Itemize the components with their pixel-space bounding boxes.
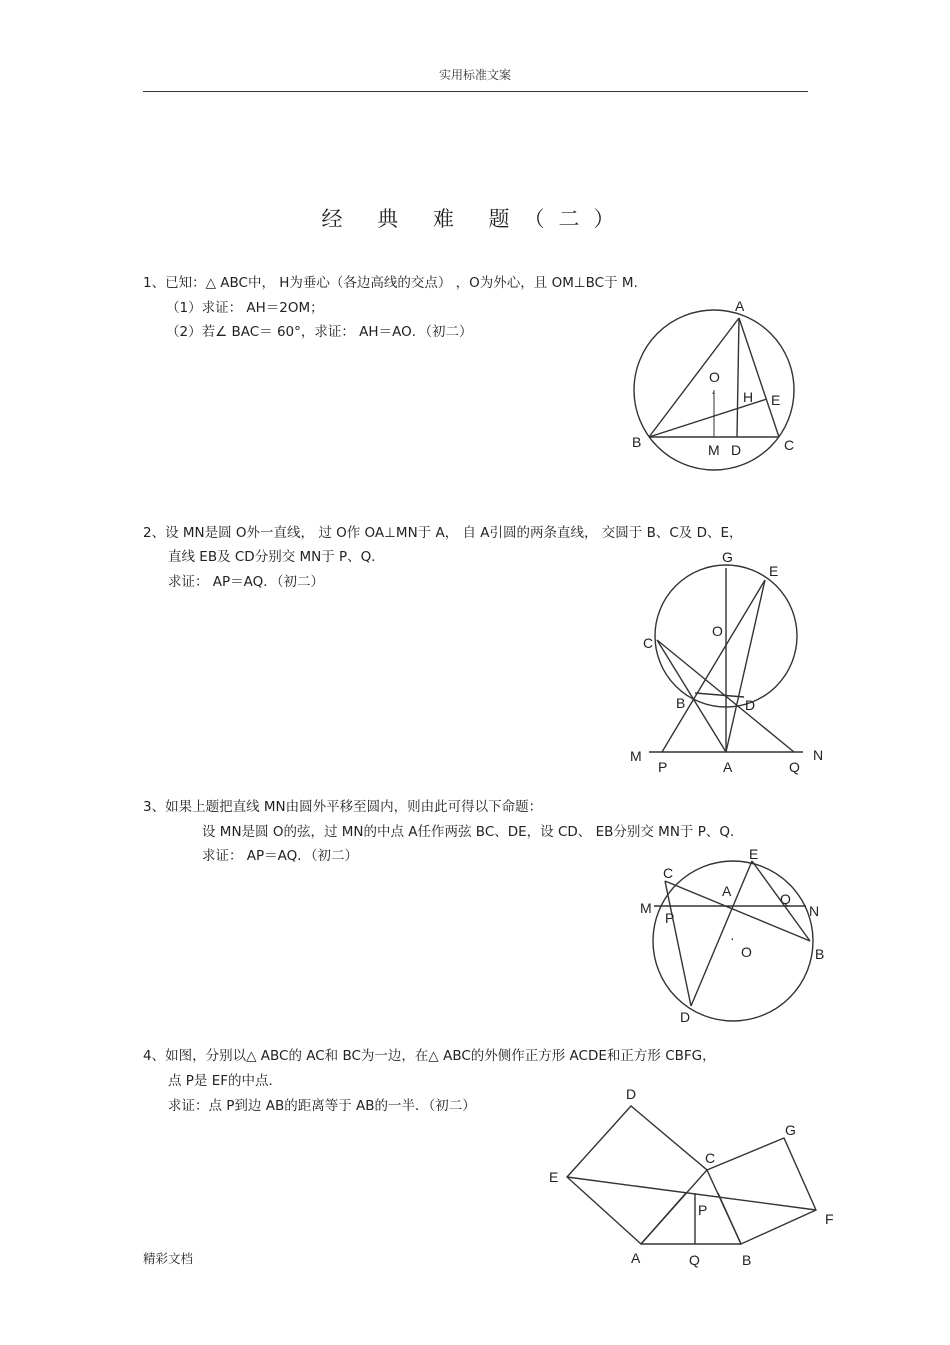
label-o: O bbox=[709, 369, 720, 385]
page-header: 实用标准文案 bbox=[438, 68, 511, 82]
label-n: N bbox=[809, 903, 820, 919]
label-q: Q bbox=[689, 1252, 700, 1268]
page-footer: 精彩文档 bbox=[143, 1251, 194, 1266]
label-g: G bbox=[722, 549, 733, 565]
problem-3-prove: 求证： AP＝AQ．（初二） bbox=[202, 848, 359, 864]
square-acde bbox=[567, 1106, 707, 1244]
label-a: A bbox=[723, 759, 733, 775]
line-ae bbox=[726, 580, 765, 752]
label-o: O bbox=[741, 944, 752, 960]
problem-1-part-1: （1）求证： AH＝2OM； bbox=[166, 300, 324, 316]
problem-1-part-2: （2）若∠ BAC＝ 60°，求证： AH＝AO．（初二） bbox=[166, 324, 473, 340]
problem-3-proposition: 设 MN是圆 O的弦，过 MN的中点 A任作两弦 BC、DE，设 CD、 EB分别交 MN于 P、Q． bbox=[202, 824, 744, 840]
label-m: M bbox=[708, 442, 720, 458]
label-d: D bbox=[745, 697, 756, 713]
line-ac bbox=[657, 640, 726, 752]
label-a: A bbox=[722, 883, 732, 899]
figure-4-labels bbox=[549, 1086, 834, 1268]
label-c: C bbox=[643, 635, 654, 651]
problem-2-prove: 求证： AP＝AQ．（初二） bbox=[168, 574, 325, 590]
label-d: D bbox=[626, 1086, 637, 1102]
line-bd bbox=[695, 693, 744, 697]
label-a: A bbox=[735, 298, 745, 314]
segment-cd bbox=[665, 881, 691, 1006]
label-o: O bbox=[712, 623, 723, 639]
label-b: B bbox=[815, 946, 825, 962]
square-cbfg bbox=[707, 1138, 816, 1244]
label-c: C bbox=[784, 437, 795, 453]
label-h: H bbox=[743, 389, 754, 405]
label-p: P bbox=[665, 910, 675, 926]
label-o-dot: · bbox=[711, 384, 716, 400]
label-e: E bbox=[549, 1169, 559, 1185]
label-p: P bbox=[658, 759, 668, 775]
label-e: E bbox=[749, 846, 759, 862]
problem-4-prove: 求证：点 P到边 AB的距离等于 AB的一半．（初二） bbox=[168, 1098, 476, 1114]
side-ab bbox=[649, 318, 739, 437]
label-m: M bbox=[640, 900, 652, 916]
label-m: M bbox=[630, 748, 642, 764]
label-o-dot: · bbox=[730, 930, 735, 946]
problem-3-statement: 3、如果上题把直线 MN由圆外平移至圆内，则由此可得以下命题： bbox=[143, 799, 543, 815]
label-a: A bbox=[631, 1250, 641, 1266]
segment-bp bbox=[718, 1193, 741, 1244]
segment-ap bbox=[641, 1193, 686, 1244]
label-b: B bbox=[632, 434, 642, 450]
label-p: P bbox=[698, 1202, 708, 1218]
label-b: B bbox=[742, 1252, 752, 1268]
figure-4 bbox=[567, 1106, 816, 1244]
label-c: C bbox=[705, 1150, 716, 1166]
problem-1-statement: 1、已知：△ ABC中， H为垂心（各边高线的交点） ，O为外心，且 OM⊥BC于 M. bbox=[143, 275, 638, 291]
label-q: Q bbox=[780, 891, 791, 907]
problem-4-statement: 4、如图，分别以△ ABC的 AC和 BC为一边，在△ ABC的外侧作正方形 ACDE和正方形 CBFG， bbox=[143, 1048, 716, 1064]
problem-2-statement-cont: 直线 EB及 CD分别交 MN于 P、Q． bbox=[168, 549, 385, 565]
label-e: E bbox=[769, 563, 779, 579]
page-title: 经 典 难 题（二） bbox=[321, 207, 629, 231]
label-a-dot: · bbox=[726, 898, 731, 914]
problem-4-statement-cont: 点 P是 EF的中点． bbox=[168, 1073, 283, 1089]
label-d: D bbox=[680, 1009, 691, 1025]
label-g: G bbox=[785, 1122, 796, 1138]
altitude-ad bbox=[737, 318, 739, 437]
label-c: C bbox=[663, 865, 674, 881]
label-n: N bbox=[813, 747, 824, 763]
label-f: F bbox=[825, 1211, 834, 1227]
label-b: B bbox=[676, 695, 686, 711]
figure-2 bbox=[649, 565, 803, 752]
problem-2-statement: 2、设 MN是圆 O外一直线， 过 O作 OA⊥MN于 A， 自 A引圆的两条直线， 交圆于 B、C及 D、E， bbox=[143, 525, 743, 541]
segment-ef bbox=[567, 1177, 816, 1210]
label-d: D bbox=[731, 442, 742, 458]
line-ep bbox=[662, 580, 765, 752]
label-q: Q bbox=[789, 759, 800, 775]
label-e: E bbox=[771, 392, 781, 408]
